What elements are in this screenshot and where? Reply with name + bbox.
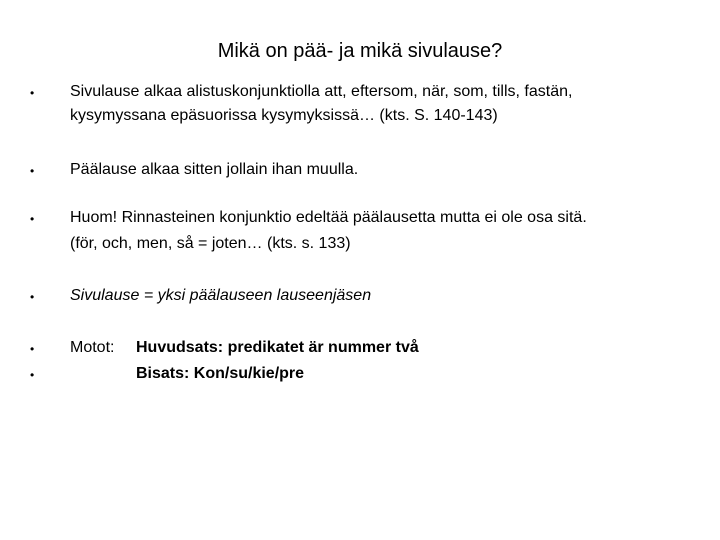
bullet-icon: • — [30, 86, 35, 100]
motot-line — [70, 363, 304, 385]
list-item-text-continued: kysymyssana epäsuorissa kysymyksissä… (kts. S. 140-143) — [70, 107, 498, 124]
motot-line — [70, 337, 419, 359]
list-item-text: Huom! Rinnasteinen konjunktio edeltää päälausetta mutta ei ole osa sitä. — [70, 209, 587, 226]
list-item-text: Päälause alkaa sitten jollain ihan muulla. — [70, 161, 359, 178]
motot-label: Motot: — [70, 339, 115, 356]
bullet-icon: • — [30, 212, 35, 226]
bullet-icon: • — [30, 368, 35, 382]
motot-huvudsats: Huvudsats: predikatet är nummer två — [136, 339, 419, 356]
motot-bisats: Bisats: Kon/su/kie/pre — [136, 365, 305, 382]
bullet-icon: • — [30, 342, 35, 356]
list-item-text: Sivulause alkaa alistuskonjunktiolla att, eftersom, när, som, tills, fastän, — [70, 83, 573, 100]
list-item-text: Sivulause = yksi päälauseen lauseenjäsen — [70, 287, 372, 304]
bullet-icon: • — [30, 164, 35, 178]
list-item-text-continued: (för, och, men, så = joten… (kts. s. 133) — [70, 235, 351, 252]
bullet-icon: • — [30, 290, 35, 304]
slide-title: Mikä on pää- ja mikä sivulause? — [217, 40, 503, 62]
